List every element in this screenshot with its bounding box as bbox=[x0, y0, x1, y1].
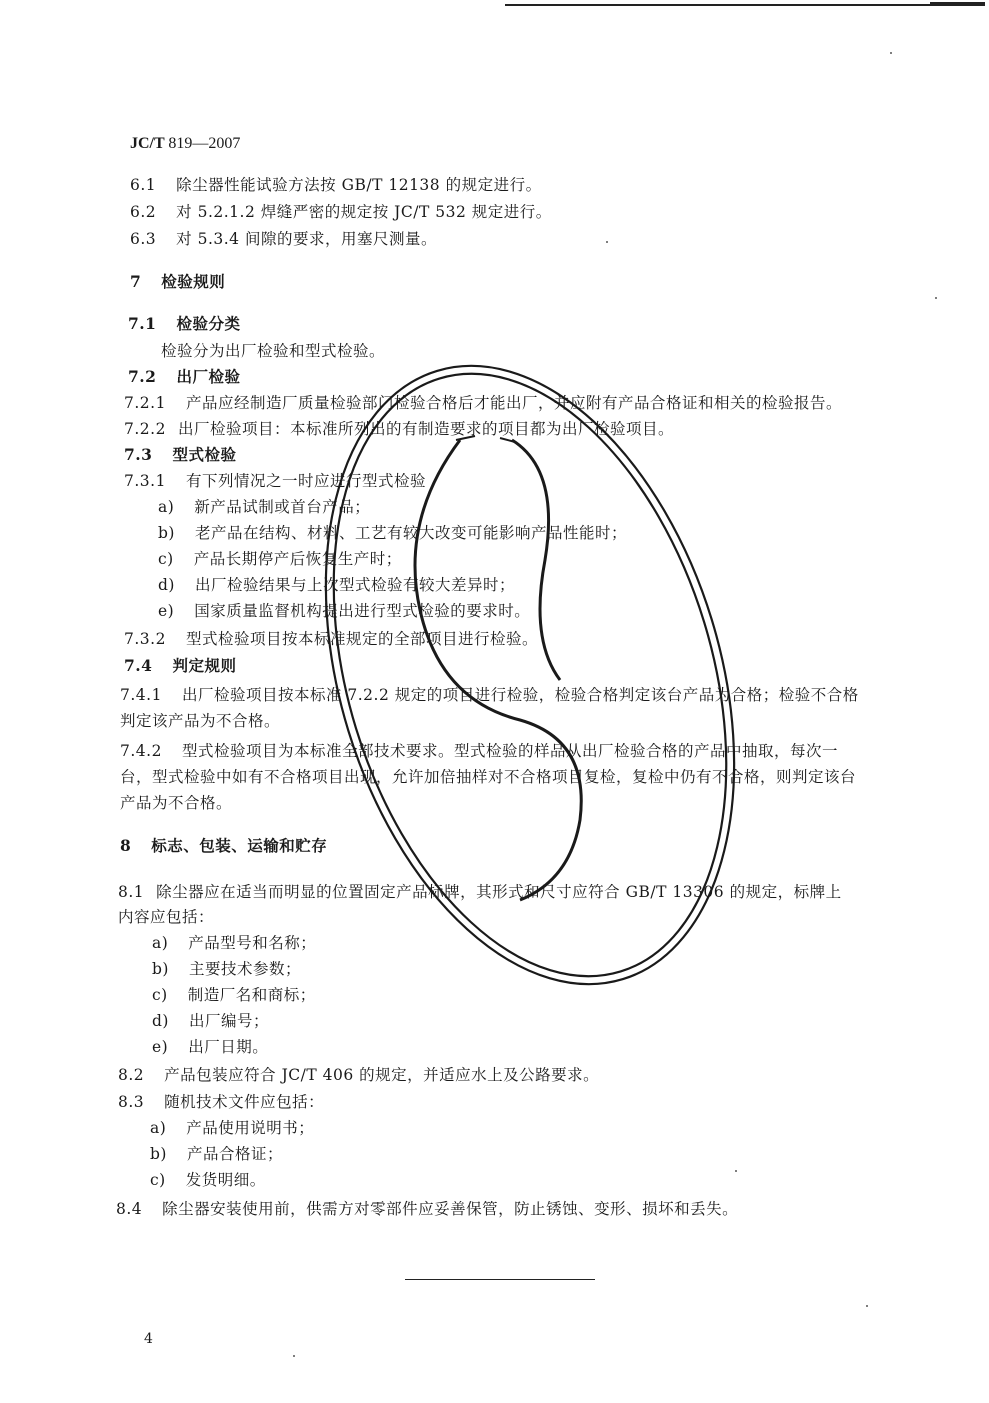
section-8-heading bbox=[120, 836, 327, 856]
list-text: 制造厂名和商标； bbox=[187, 986, 316, 1004]
section-7-4-heading bbox=[124, 656, 236, 676]
top-border-mark bbox=[930, 2, 985, 6]
list-text: 出厂日期。 bbox=[188, 1038, 269, 1056]
section-7-2-heading bbox=[128, 367, 240, 387]
list-text: 主要技术参数； bbox=[188, 960, 301, 978]
section-7-1-heading bbox=[128, 314, 240, 334]
list-label: a) bbox=[158, 498, 175, 516]
clause-number: 7.3.1 bbox=[124, 472, 166, 490]
section-number: 8 bbox=[120, 836, 132, 855]
list-label: c) bbox=[158, 550, 174, 568]
list-item bbox=[158, 523, 627, 543]
list-text: 新产品试制或首台产品； bbox=[194, 498, 371, 516]
clause-number: 8.3 bbox=[118, 1093, 145, 1111]
list-label: b) bbox=[158, 524, 175, 542]
clause-number: 8.1 bbox=[118, 883, 145, 901]
clause-number: 7.2.2 bbox=[124, 420, 166, 438]
clause-number: 8.4 bbox=[116, 1200, 143, 1218]
list-text: 老产品在结构、材料、工艺有较大改变可能影响产品性能时； bbox=[194, 524, 627, 542]
section-number: 7.4 bbox=[124, 656, 153, 675]
list-label: c) bbox=[150, 1171, 166, 1189]
list-label: e) bbox=[152, 1038, 169, 1056]
clause-6-2 bbox=[130, 202, 552, 222]
clause-number: 8.2 bbox=[118, 1066, 145, 1084]
list-label: d) bbox=[152, 1012, 169, 1030]
clause-7-4-2 bbox=[120, 741, 838, 761]
list-item bbox=[158, 575, 515, 595]
clause-text: 型式检验项目按本标准规定的全部项目进行检验。 bbox=[185, 630, 538, 648]
clause-number: 7.2.1 bbox=[124, 394, 166, 412]
list-item bbox=[152, 1011, 269, 1031]
clause-text: 除尘器应在适当而明显的位置固定产品标牌，其形式和尺寸应符合 GB/T 13306 的规定，标牌上 bbox=[156, 883, 842, 901]
clause-text: 对 5.2.1.2 焊缝严密的规定按 JC/T 532 规定进行。 bbox=[176, 203, 552, 221]
list-text: 出厂检验结果与上次型式检验有较大差异时； bbox=[194, 576, 515, 594]
section-title: 标志、包装、运输和贮存 bbox=[151, 836, 328, 855]
section-title: 检验规则 bbox=[161, 272, 226, 291]
end-rule bbox=[405, 1279, 595, 1280]
scan-speck bbox=[866, 1305, 868, 1307]
list-label: e) bbox=[158, 602, 175, 620]
page-number: 4 bbox=[144, 1331, 153, 1347]
clause-text: 除尘器性能试验方法按 GB/T 12138 的规定进行。 bbox=[176, 176, 542, 194]
list-label: c) bbox=[152, 986, 168, 1004]
clause-number: 6.3 bbox=[130, 230, 157, 248]
list-item bbox=[150, 1144, 283, 1164]
list-item bbox=[158, 549, 402, 569]
list-label: b) bbox=[152, 960, 169, 978]
clause-7-4-2-continued: 产品为不合格。 bbox=[120, 794, 233, 812]
clause-text: 型式检验项目为本标准全部技术要求。型式检验的样品从出厂检验合格的产品中抽取，每次一 bbox=[181, 742, 838, 760]
list-text: 产品使用说明书； bbox=[186, 1119, 315, 1137]
list-text: 产品合格证； bbox=[186, 1145, 283, 1163]
clause-number: 7.4.1 bbox=[120, 686, 162, 704]
list-item bbox=[152, 1037, 268, 1057]
section-title: 判定规则 bbox=[172, 656, 237, 675]
doc-code-number: 819—2007 bbox=[168, 135, 241, 152]
clause-7-4-2-continued: 台，型式检验中如有不合格项目出现，允许加倍抽样对不合格项目复检，复检中仍有不合格，则判定该台 bbox=[120, 768, 857, 786]
clause-text: 出厂检验项目按本标准 7.2.2 规定的项目进行检验，检验合格判定该台产品为合格；检验不合格 bbox=[181, 686, 859, 704]
list-item bbox=[158, 497, 370, 517]
clause-number: 6.1 bbox=[130, 176, 157, 194]
list-label: d) bbox=[158, 576, 175, 594]
clause-7-2-1 bbox=[124, 393, 842, 413]
stamp-s-mark bbox=[415, 440, 581, 900]
clause-8-1 bbox=[118, 882, 842, 902]
clause-number: 7.3.2 bbox=[124, 630, 166, 648]
clause-7-4-1-continued: 判定该产品为不合格。 bbox=[120, 712, 281, 730]
list-text: 国家质量监督机构提出进行型式检验的要求时。 bbox=[194, 602, 531, 620]
clause-number: 7.4.2 bbox=[120, 742, 162, 760]
section-7-3-heading bbox=[124, 445, 236, 465]
clause-6-3 bbox=[130, 229, 437, 249]
section-7-heading bbox=[130, 272, 225, 292]
list-item bbox=[150, 1118, 314, 1138]
clause-8-2 bbox=[118, 1065, 599, 1085]
clause-text: 产品包装应符合 JC/T 406 的规定，并适应水上及公路要求。 bbox=[164, 1066, 600, 1084]
section-7-1-body: 检验分为出厂检验和型式检验。 bbox=[161, 342, 386, 360]
list-text: 产品长期停产后恢复生产时； bbox=[193, 550, 402, 568]
clause-7-3-1 bbox=[124, 471, 426, 491]
section-number: 7 bbox=[130, 272, 142, 291]
clause-8-3 bbox=[118, 1092, 324, 1112]
list-label: a) bbox=[150, 1119, 167, 1137]
scan-speck bbox=[890, 52, 892, 54]
section-title: 检验分类 bbox=[176, 314, 241, 333]
clause-7-2-2 bbox=[124, 419, 674, 439]
doc-code-prefix: JC/T bbox=[130, 135, 165, 152]
list-label: b) bbox=[150, 1145, 167, 1163]
clause-text: 产品应经制造厂质量检验部门检验合格后才能出厂，并应附有产品合格证和相关的检验报告。 bbox=[185, 394, 842, 412]
clause-text: 除尘器安装使用前，供需方对零部件应妥善保管，防止锈蚀、变形、损坏和丢失。 bbox=[162, 1200, 739, 1218]
section-number: 7.2 bbox=[128, 367, 157, 386]
clause-text: 出厂检验项目：本标准所列出的有制造要求的项目都为出厂检验项目。 bbox=[177, 420, 674, 438]
clause-text: 随机技术文件应包括： bbox=[164, 1093, 325, 1111]
top-border-line bbox=[505, 4, 985, 6]
clause-text: 有下列情况之一时应进行型式检验 bbox=[185, 472, 426, 490]
clause-7-4-1 bbox=[120, 685, 859, 705]
list-text: 发货明细。 bbox=[185, 1171, 266, 1189]
clause-8-4 bbox=[116, 1199, 738, 1219]
scan-speck bbox=[606, 241, 608, 243]
scan-speck bbox=[293, 1355, 295, 1357]
scan-speck bbox=[735, 1170, 737, 1172]
scan-speck bbox=[935, 297, 937, 299]
section-title: 型式检验 bbox=[172, 445, 237, 464]
list-text: 产品型号和名称； bbox=[188, 934, 317, 952]
section-number: 7.3 bbox=[124, 445, 153, 464]
list-item bbox=[152, 933, 316, 953]
list-text: 出厂编号； bbox=[188, 1012, 269, 1030]
list-item bbox=[158, 601, 530, 621]
clause-6-1 bbox=[130, 175, 542, 195]
clause-text: 对 5.3.4 间隙的要求，用塞尺测量。 bbox=[176, 230, 437, 248]
list-item bbox=[152, 985, 316, 1005]
clause-number: 6.2 bbox=[130, 203, 157, 221]
list-label: a) bbox=[152, 934, 169, 952]
section-title: 出厂检验 bbox=[176, 367, 241, 386]
section-number: 7.1 bbox=[128, 314, 157, 333]
clause-7-3-2 bbox=[124, 629, 538, 649]
list-item bbox=[150, 1170, 266, 1190]
document-code bbox=[130, 134, 240, 154]
list-item bbox=[152, 959, 301, 979]
clause-8-1-continued: 内容应包括： bbox=[118, 908, 215, 926]
